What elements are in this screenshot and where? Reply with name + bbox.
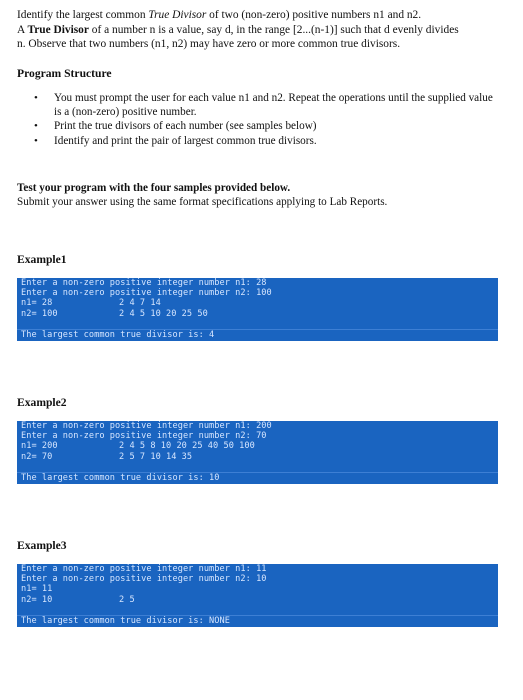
submit-instructions: Submit your answer using the same format specifications applying to Lab Reports. — [17, 196, 388, 208]
list-item-text: You must prompt the user for each value n1 and n2. Repeat the operations until the supplied value is a (non-zero) positive number. — [54, 92, 493, 118]
n1-divisors: 2 4 7 14 — [119, 298, 161, 309]
console-prompt-n1: Enter a non-zero positive integer number n1: 11 — [21, 564, 267, 574]
console-prompt-n2: Enter a non-zero positive integer number n2: 10 — [21, 574, 267, 585]
bullet-icon: • — [34, 120, 38, 133]
n1-label: n1= 28 — [21, 298, 53, 309]
example-1-heading: Example1 — [17, 253, 67, 266]
console-n1-row — [17, 584, 498, 594]
n2-divisors: 2 5 7 10 14 35 — [119, 451, 193, 462]
example-1-console — [17, 278, 498, 341]
list-item — [17, 120, 497, 134]
example-2-console — [17, 421, 498, 484]
program-structure-heading: Program Structure — [17, 67, 112, 80]
bullet-icon: • — [34, 134, 38, 147]
intro-text: of a number n is a value, say d, in the range [2...(n-1)] such that d evenly divides — [88, 23, 459, 36]
n2-divisors: 2 5 — [119, 594, 135, 605]
console-n1-row — [17, 298, 498, 308]
example-3-heading: Example3 — [17, 539, 67, 552]
requirements-list — [17, 92, 497, 149]
console-prompt-n1: Enter a non-zero positive integer number n1: 200 — [21, 421, 272, 431]
console-n2-row — [17, 595, 498, 605]
example-2-heading: Example2 — [17, 396, 67, 409]
console-result: The largest common true divisor is: 4 — [17, 329, 498, 341]
intro-line-2 — [17, 23, 512, 38]
console-n1-row — [17, 441, 498, 451]
n2-label: n2= 100 — [21, 308, 58, 319]
list-item-text: Print the true divisors of each number (see samples below) — [54, 120, 317, 133]
n2-divisors: 2 4 5 10 20 25 50 — [119, 308, 208, 319]
n1-label: n1= 11 — [21, 584, 53, 595]
list-item-text: Identify and print the pair of largest common true divisors. — [54, 134, 317, 147]
n2-label: n2= 10 — [21, 594, 53, 605]
intro-line-3: n. Observe that two numbers (n1, n2) may have zero or more common true divisors. — [17, 38, 401, 50]
bullet-icon: • — [34, 92, 38, 104]
console-result: The largest common true divisor is: NONE — [17, 615, 498, 627]
console-spacer — [17, 605, 498, 615]
n1-label: n1= 200 — [21, 441, 58, 452]
list-item — [17, 135, 497, 149]
console-prompt-n2: Enter a non-zero positive integer number n2: 70 — [21, 431, 267, 442]
intro-text: A — [17, 23, 28, 36]
test-instructions — [17, 181, 512, 209]
intro-line-1 — [17, 8, 512, 23]
n1-divisors: 2 4 5 8 10 20 25 40 50 100 — [119, 441, 255, 452]
console-prompt-n1: Enter a non-zero positive integer number n1: 28 — [21, 278, 267, 288]
list-item — [17, 92, 497, 119]
console-result: The largest common true divisor is: 10 — [17, 472, 498, 484]
true-divisor-term: True Divisor — [27, 23, 89, 36]
intro-paragraph — [17, 8, 512, 52]
n2-label: n2= 70 — [21, 451, 53, 462]
intro-text: of two (non-zero) positive numbers n1 and n2. — [206, 9, 422, 21]
console-n2-row — [17, 452, 498, 462]
console-spacer — [17, 319, 498, 329]
intro-text: Identify the largest common — [17, 9, 149, 21]
console-spacer — [17, 462, 498, 472]
test-heading: Test your program with the four samples provided below. — [17, 182, 291, 194]
console-prompt-n2: Enter a non-zero positive integer number n2: 100 — [21, 288, 272, 299]
true-divisor-emphasis: True Divisor — [148, 9, 207, 21]
example-3-console — [17, 564, 498, 627]
console-n2-row — [17, 309, 498, 319]
